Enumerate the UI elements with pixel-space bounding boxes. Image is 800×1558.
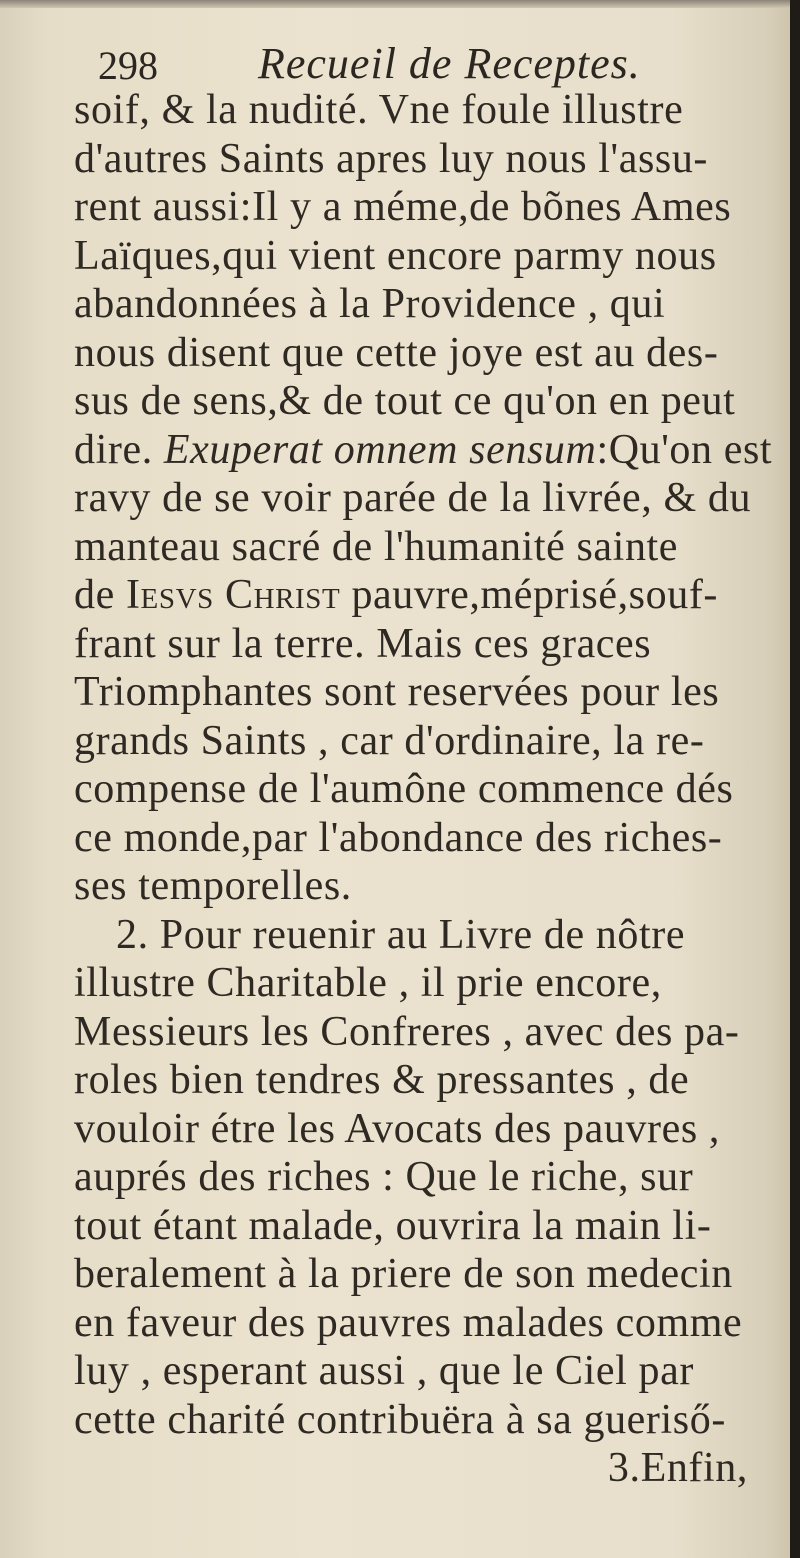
text-line: grands Saints , car d'ordinaire, la re- (74, 717, 705, 764)
text-line: ravy de se voir parée de la livrée, & du (74, 475, 752, 521)
text-line-with-latin (74, 426, 773, 475)
text-line: illustre Charitable , il prie encore, (74, 960, 662, 1006)
text-line: soif, & la nudité. Vne foule illustre (74, 87, 684, 133)
text-line: rent aussi:Il y a méme,de bõnes Ames (74, 184, 732, 230)
page-number: 298 (98, 43, 158, 88)
text-line: Triomphantes sont reservées pour les (74, 669, 720, 715)
latin-phrase: Exuperat omnem sensum (163, 426, 597, 473)
line-end: :Qu'on est (596, 426, 773, 473)
text-line: manteau sacré de l'humanité sainte (74, 523, 679, 570)
text-line: Laïques,qui vient encore parmy nous (74, 232, 717, 279)
text-line: frant sur la terre. Mais ces graces (74, 620, 652, 667)
line-start: de (74, 572, 115, 618)
line-start: dire. (74, 426, 153, 473)
running-title: Recueil de Receptes. (258, 39, 641, 88)
text-line: ce monde,par l'abondance des riches- (74, 814, 723, 861)
body-text (74, 86, 773, 1493)
text-line: luy , esperant aussi , que le Ciel par (74, 1348, 694, 1394)
text-line: vouloir étre les Avocats des pauvres , (74, 1105, 721, 1152)
text-line: roles bien tendres & pressantes , de (74, 1057, 690, 1103)
holy-name: Iesvs Christ (125, 572, 341, 618)
line-end: pauvre,méprisé,souf- (340, 572, 718, 618)
catchword: 3.Enfin, (607, 1445, 748, 1491)
text-line: nous disent que cette joye est au des- (74, 329, 719, 376)
text-line: auprés des riches : Que le riche, sur (74, 1154, 694, 1200)
text-line: Messieurs les Confreres , avec des pa- (74, 1008, 740, 1055)
text-line: compense de l'aumône commence dés (74, 766, 734, 812)
text-line: cette charité contribuëra à sa gueriső- (74, 1396, 726, 1443)
page-edge (790, 0, 800, 1558)
paragraph-start: 2. Pour reuenir au Livre de nôtre (116, 911, 686, 958)
text-line: abandonnées à la Providence , qui (74, 281, 666, 327)
text-line: ses temporelles. (74, 863, 352, 909)
text-line-with-name (74, 571, 754, 620)
text-line: sus de sens,& de tout ce qu'on en peut (74, 378, 736, 424)
text-line: beralement à la priere de son medecin (74, 1251, 733, 1297)
text-line: en faveur des pauvres malades comme (74, 1299, 743, 1346)
text-line: d'autres Saints apres luy nous l'assu- (74, 135, 709, 182)
text-line: tout étant malade, ouvrira la main li- (74, 1202, 712, 1249)
